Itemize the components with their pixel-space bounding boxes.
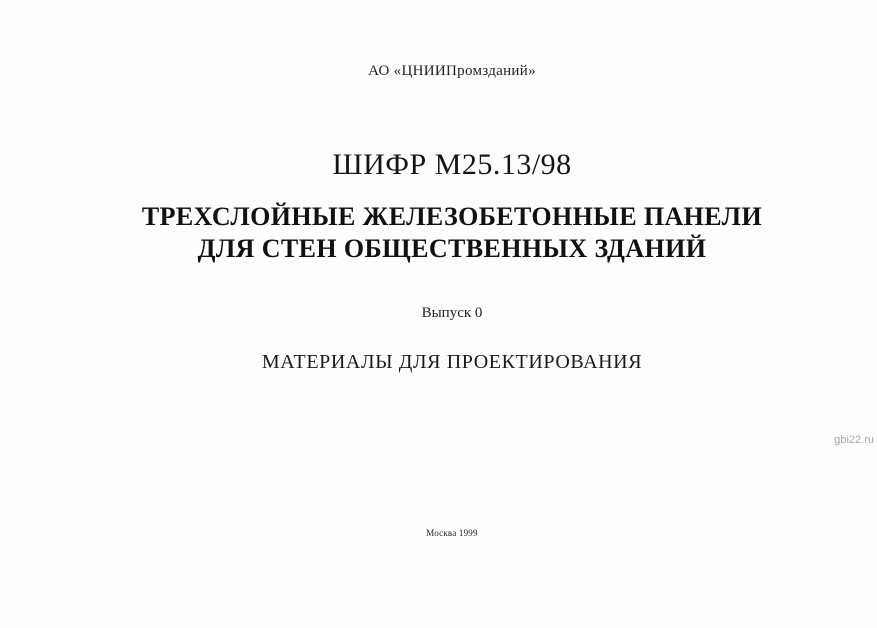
imprint-city-year: Москва 1999 — [426, 528, 478, 538]
document-title-line-2: ДЛЯ СТЕН ОБЩЕСТВЕННЫХ ЗДАНИЙ — [197, 234, 707, 263]
document-title — [27, 201, 877, 265]
site-watermark: gbi22.ru — [834, 434, 874, 446]
document-subtitle: МАТЕРИАЛЫ ДЛЯ ПРОЕКТИРОВАНИЯ — [261, 351, 643, 373]
document-title-line-1: ТРЕХСЛОЙНЫЕ ЖЕЛЕЗОБЕТОННЫЕ ПАНЕЛИ — [141, 202, 763, 231]
organization-name: АО «ЦНИИПромзданий» — [368, 63, 536, 79]
title-page-content — [27, 0, 877, 628]
document-code: ШИФР М25.13/98 — [332, 148, 572, 181]
issue-number: Выпуск 0 — [421, 305, 483, 321]
